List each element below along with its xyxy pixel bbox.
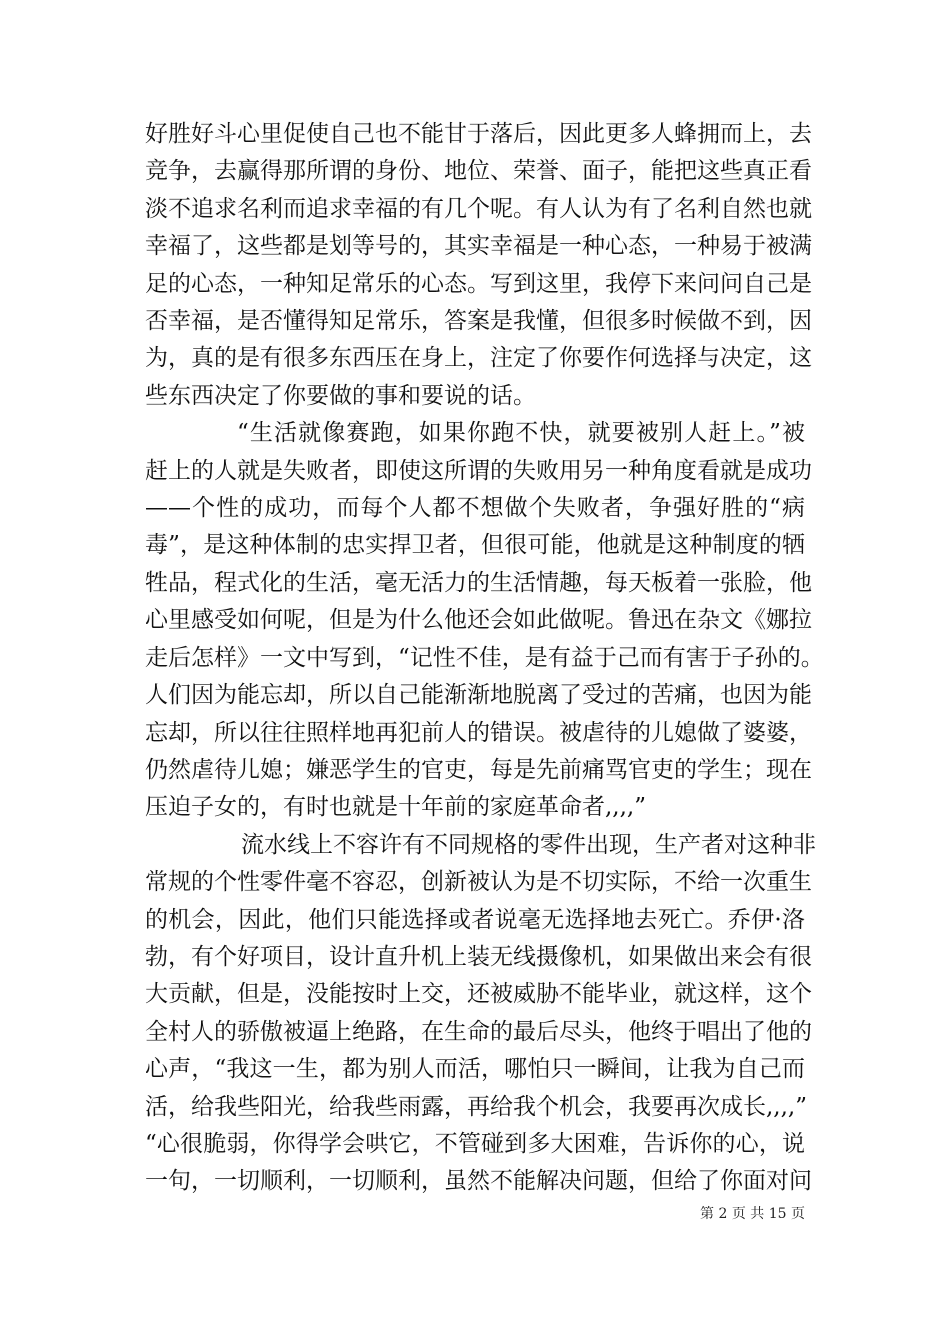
text-line: 仍然虐待儿媳；嫌恶学生的官吏，每是先前痛骂官吏的学生；现在 <box>145 756 812 783</box>
text-line: 好胜好斗心里促使自己也不能甘于落后，因此更多人蜂拥而上，去 <box>145 121 812 147</box>
document-body <box>145 116 824 1201</box>
text-line: 赶上的人就是失败者，即使这所谓的失败用另一种角度看就是成功 <box>145 457 812 484</box>
text-line: 毒”，是这种体制的忠实捍卫者，但很可能，他就是这种制度的牺 <box>145 532 805 559</box>
text-line: 大贡献，但是，没能按时上交，还被威胁不能毕业，就这样，这个 <box>145 981 812 1008</box>
text-line: 走后怎样》一文中写到，“记性不佳，是有益于己而有害于子孙的。 <box>145 644 824 671</box>
paragraph-first-line: “生活就像赛跑，如果你跑不快，就要被别人赶上。”被 <box>237 420 805 447</box>
text-line: 心声，“我这一生，都为别人而活，哪怕只一瞬间，让我为自己而 <box>145 1056 805 1083</box>
text-line: 压迫子女的，有时也就是十年前的家庭革命者,,,,” <box>145 794 647 821</box>
text-line: ——个性的成功，而每个人都不想做个失败者，争强好胜的“病 <box>145 495 805 522</box>
paragraph-first-line: 流水线上不容许有不同规格的零件出现，生产者对这种非 <box>241 831 816 858</box>
text-line: 足的心态，一种知足常乐的心态。写到这里，我停下来问问自己是 <box>145 270 812 297</box>
text-line: 淡不追求名利而追求幸福的有几个呢。有人认为有了名利自然也就 <box>145 195 812 222</box>
text-line: 否幸福，是否懂得知足常乐，答案是我懂，但很多时候做不到，因 <box>145 308 812 335</box>
text-line: 的机会，因此，他们只能选择或者说毫无选择地去死亡。乔伊·洛 <box>145 906 805 933</box>
text-line: 人们因为能忘却，所以自己能渐渐地脱离了受过的苦痛，也因为能 <box>145 682 812 709</box>
text-line: 幸福了，这些都是划等号的，其实幸福是一种心态，一种易于被满 <box>145 233 812 260</box>
text-line: 为，真的是有很多东西压在身上，注定了你要作何选择与决定，这 <box>145 345 812 372</box>
page-number: 第 2 页 共 15 页 <box>700 1206 805 1222</box>
text-line: 一句，一切顺利，一切顺利，虽然不能解决问题，但给了你面对问 <box>145 1168 812 1195</box>
text-line: 牲品，程式化的生活，毫无活力的生活情趣，每天板着一张脸，他 <box>145 569 812 596</box>
text-line: 些东西决定了你要做的事和要说的话。 <box>145 382 536 409</box>
text-line: 心里感受如何呢，但是为什么他还会如此做呢。鲁迅在杂文《娜拉 <box>145 607 812 634</box>
text-line: “心很脆弱，你得学会哄它，不管碰到多大困难，告诉你的心，说 <box>145 1130 805 1157</box>
text-line: 常规的个性零件毫不容忍，创新被认为是不切实际，不给一次重生 <box>145 869 812 896</box>
text-line: 勃，有个好项目，设计直升机上装无线摄像机，如果做出来会有很 <box>145 943 812 970</box>
text-line: 竞争，去赢得那所谓的身份、地位、荣誉、面子，能把这些真正看 <box>145 158 812 185</box>
text-line: 忘却，所以往往照样地再犯前人的错误。被虐待的儿媳做了婆婆， <box>145 719 812 746</box>
text-line: 活，给我些阳光，给我些雨露，再给我个机会，我要再次成长,,,,” <box>145 1093 808 1120</box>
text-line: 全村人的骄傲被逼上绝路，在生命的最后尽头，他终于唱出了他的 <box>145 1018 812 1045</box>
